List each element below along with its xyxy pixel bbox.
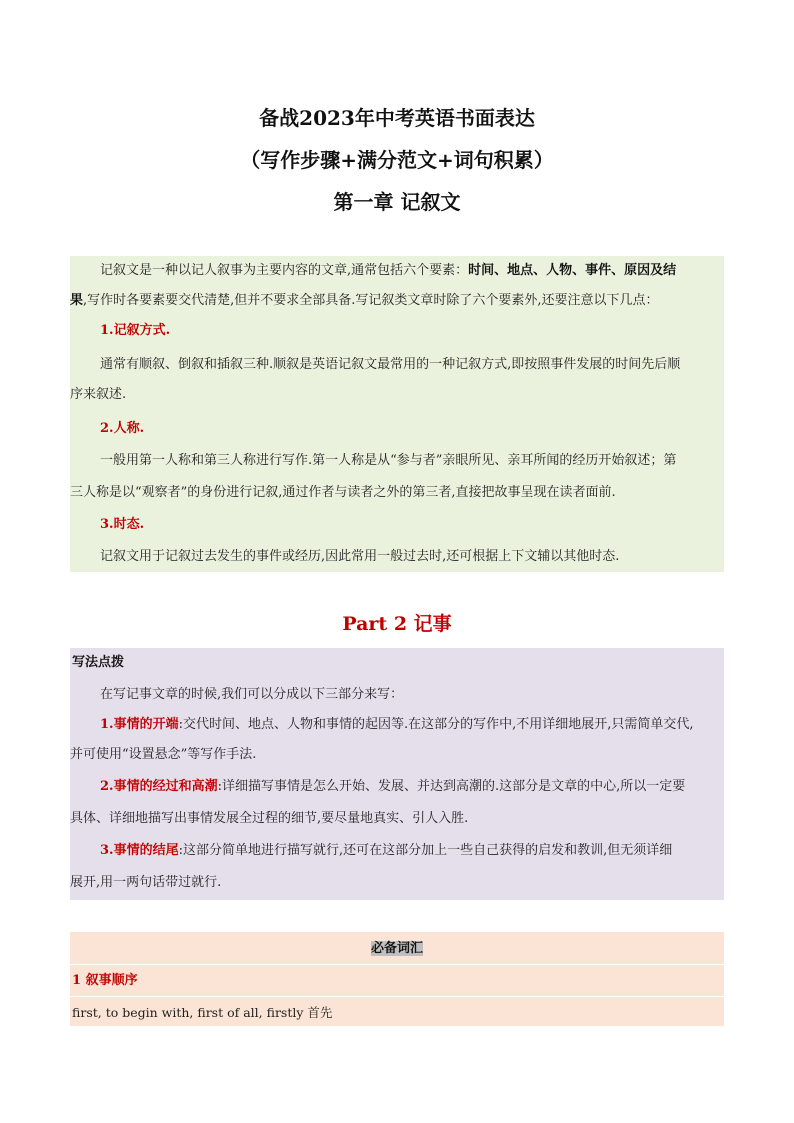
intro-elements-bold: 时间、地点、人物、事件、原因及结 [468, 263, 677, 278]
part2-s2-line-2: 具体、详细地描写出事情发展全过程的细节,要尽量地真实、引人入胜. [70, 811, 469, 826]
person-text-1: 一般用第一人称和第三人称进行写作.第一人称是从“参与者”亲眼所见、亲耳所闻的经历开始叙述；第 [100, 453, 677, 468]
vocab-box [70, 932, 724, 1026]
divider [70, 964, 724, 965]
beginning-heading: 1.事情的开端 [100, 717, 179, 732]
intro-elements-bold-end: 果 [70, 293, 84, 308]
beginning-text: :交代时间、地点、人物和事情的起因等.在这部分的写作中,不用详细地展开,只需简单交代, [178, 717, 694, 732]
part2-s3-line-2: 展开,用一两句话带过就行. [70, 875, 222, 890]
tips-label: 写法点拨 [72, 655, 125, 670]
divider [70, 996, 724, 997]
document-title: 备战2023年中考英语书面表达 [259, 106, 535, 130]
intro-text-cont: ,写作时各要素要交代清楚,但并不要求全部具备.写记叙类文章时除了六个要素外,还要注意以下几点： [83, 293, 659, 308]
chapter-title: 第一章 记叙文 [333, 190, 461, 214]
ending-text: :这部分简单地进行描写就行,还可在这部分加上一些自己获得的启发和教训,但无须详细 [178, 843, 673, 858]
intro-line-2 [70, 292, 724, 310]
part2-lead: 在写记事文章的时候,我们可以分成以下三部分来写： [100, 687, 404, 702]
tense-text: 记叙文用于记叙过去发生的事件或经历,因此常用一般过去时,还可根据上下文辅以其他时态. [100, 549, 620, 564]
intro-line-1 [100, 262, 724, 280]
part2-s3-line-1 [100, 842, 724, 860]
section-heading-person: 2.人称. [100, 421, 145, 436]
vocab-item-line: first, to begin with, first of all, firstly 首先 [72, 1005, 333, 1020]
vocab-header [70, 940, 724, 958]
document-subtitle: （写作步骤+满分范文+词句积累） [240, 148, 554, 172]
part2-s1-line-2: 并可使用“设置悬念”等写作手法. [70, 747, 257, 762]
intro-box [70, 256, 724, 572]
part2-s1-line-1 [100, 716, 724, 734]
ending-heading: 3.事情的结尾 [100, 843, 179, 858]
narration-text-2: 序来叙述. [70, 387, 127, 402]
person-text-2: 三人称是以“观察者”的身份进行记叙,通过作者与读者之外的第三者,直接把故事呈现在读者面前. [70, 485, 616, 500]
intro-text: 记叙文是一种以记人叙事为主要内容的文章,通常包括六个要素： [100, 263, 469, 278]
part2-box [70, 648, 724, 900]
narration-text-1: 通常有顺叙、倒叙和插叙三种.顺叙是英语记叙文最常用的一种记叙方式,即按照事件发展的时间先后顺 [100, 357, 681, 372]
section-heading-narration: 1.记叙方式. [100, 323, 171, 338]
climax-heading: 2.事情的经过和高潮 [100, 779, 218, 794]
climax-text: :详细描写事情是怎么开始、发展、并达到高潮的.这部分是文章的中心,所以一定要 [217, 779, 686, 794]
section-heading-tense: 3.时态. [100, 517, 145, 532]
vocab-item-title: 1 叙事顺序 [72, 973, 138, 988]
part2-s2-line-1 [100, 778, 724, 796]
vocab-header-text: 必备词汇 [370, 941, 423, 956]
part2-title: Part 2 记事 [342, 613, 452, 635]
